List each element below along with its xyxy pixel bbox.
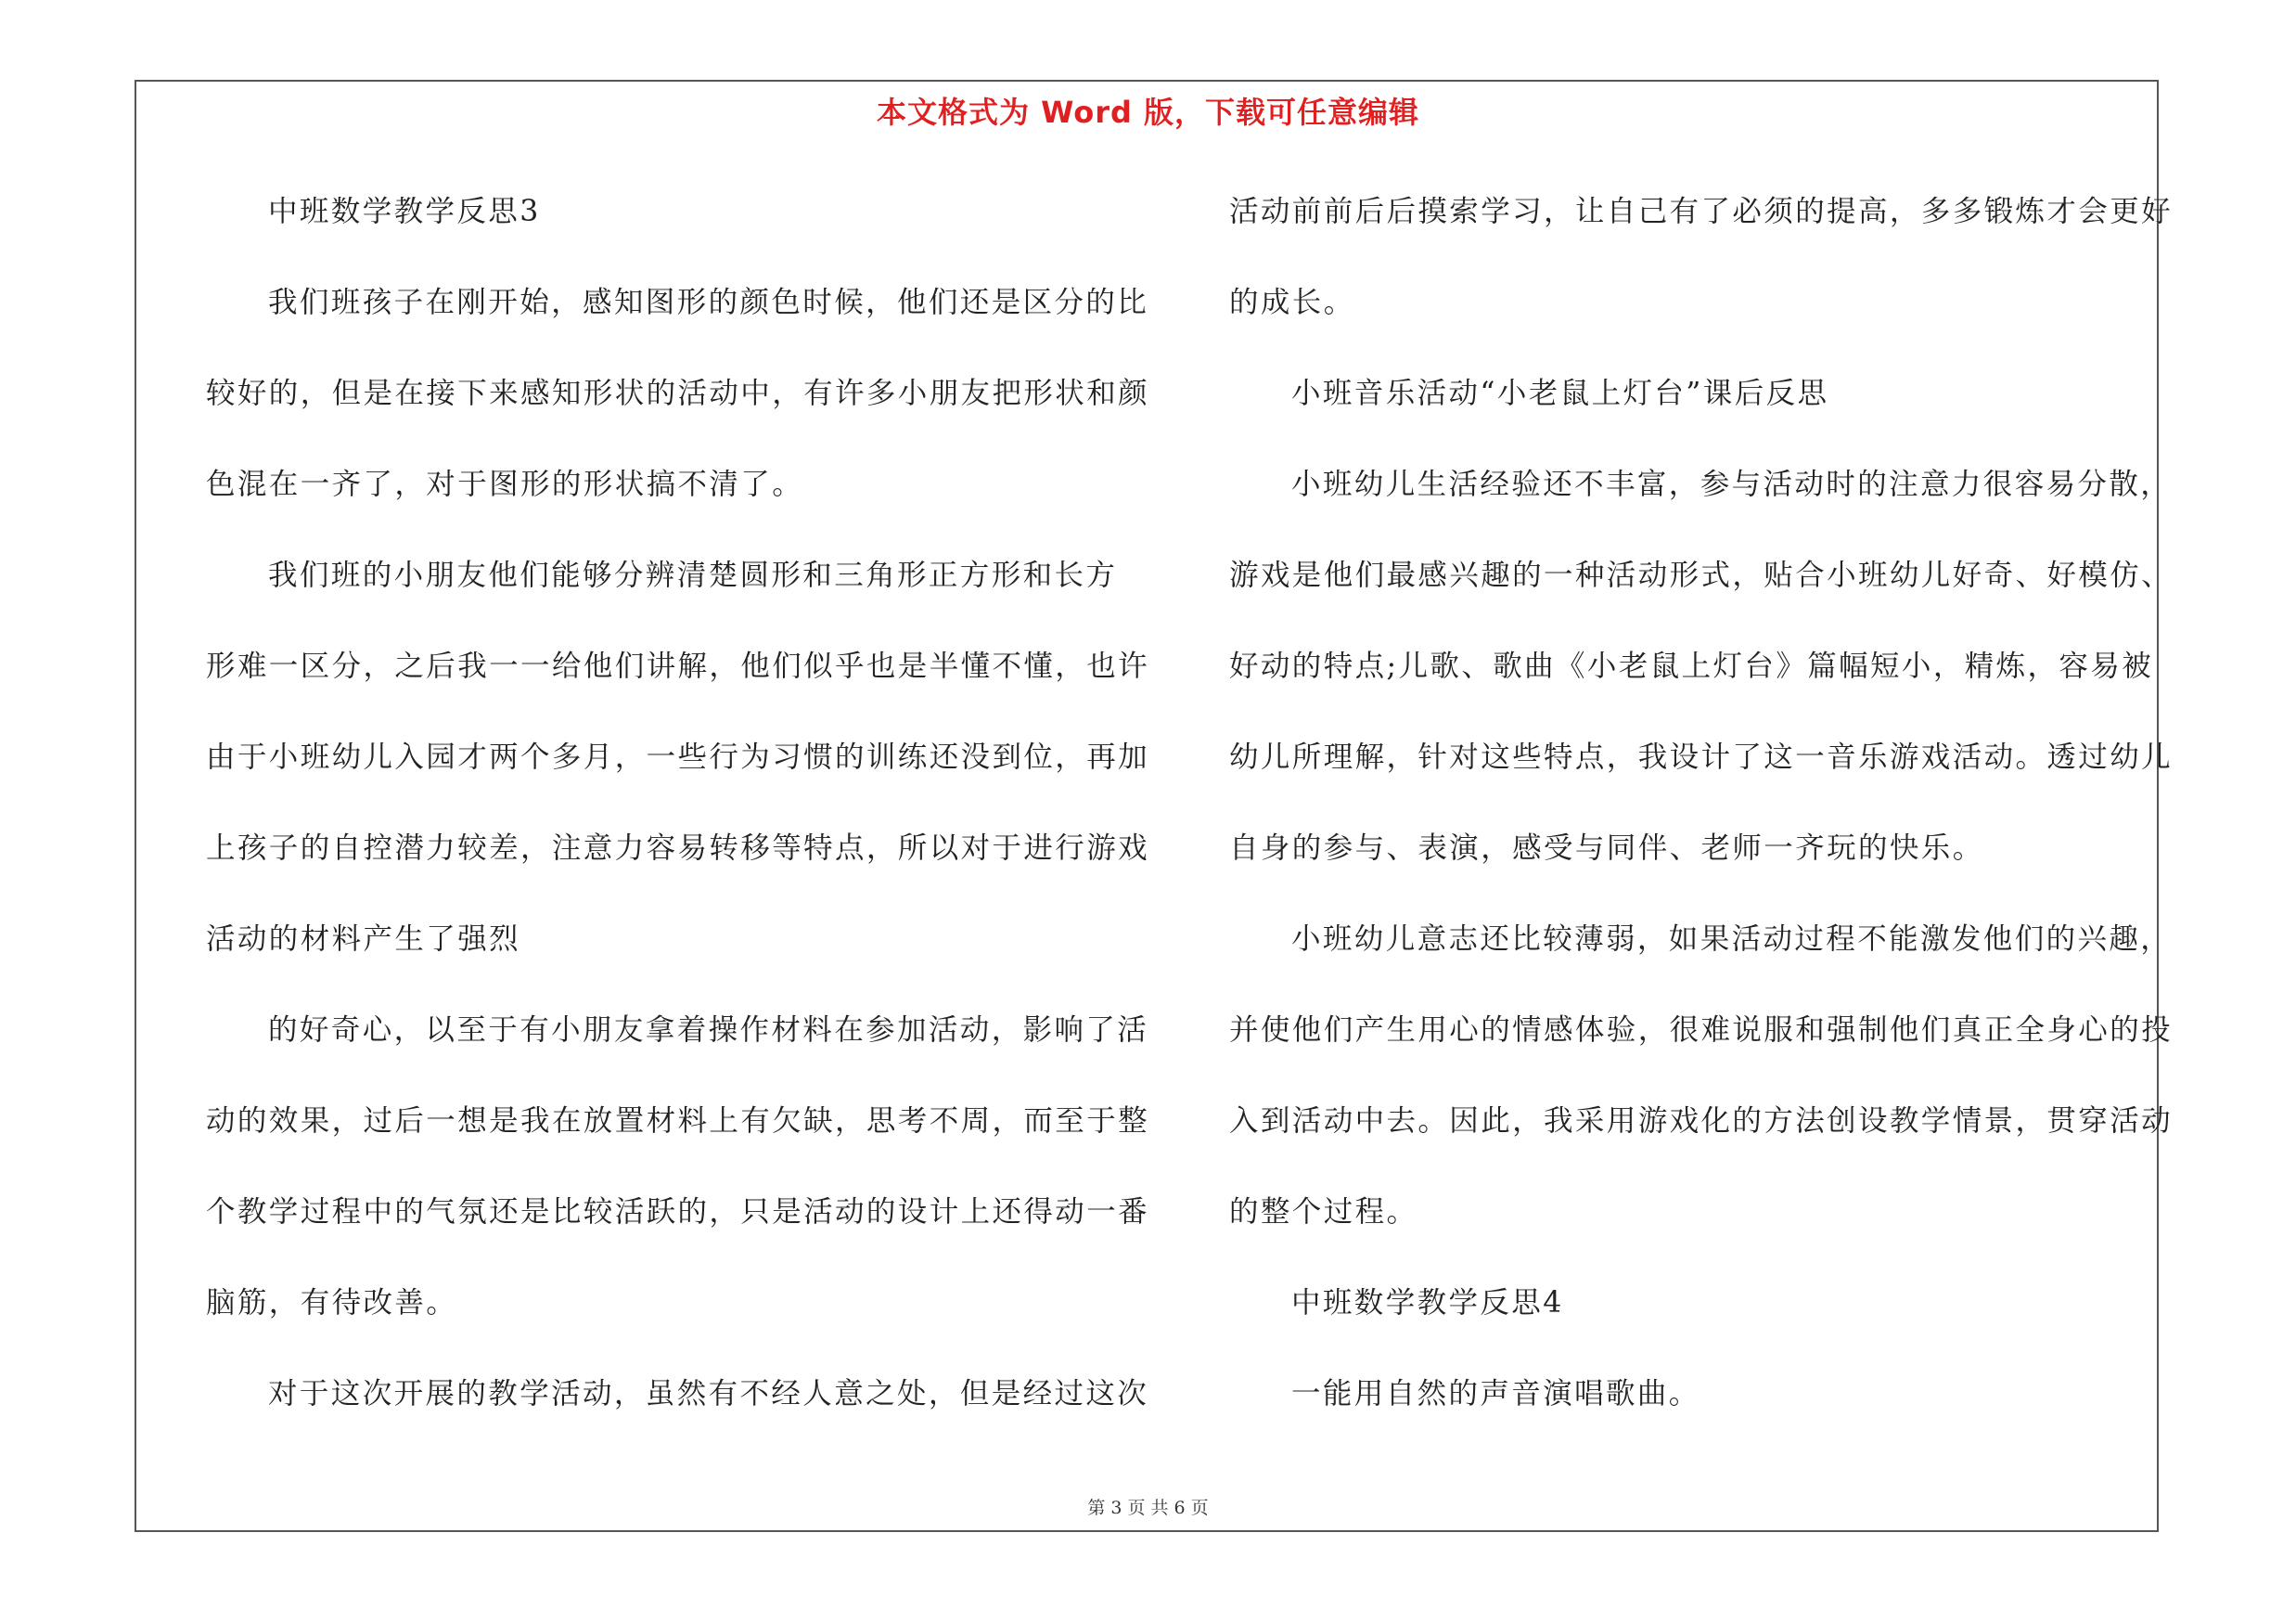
text-line: 活动的材料产生了强烈 (206, 922, 521, 956)
text-line: 形难一区分，之后我一一给他们讲解，他们似乎也是半懂不懂，也许 (206, 650, 1150, 683)
text-line: 小班幼儿生活经验还不丰富，参与活动时的注意力很容易分散， (1291, 468, 2173, 501)
text-line: 脑筋，有待改善。 (206, 1286, 458, 1320)
text-line: 由于小班幼儿入园才两个多月，一些行为习惯的训练还没到位，再加 (206, 741, 1150, 774)
text-line: 我们班的小朋友他们能够分辨清楚圆形和三角形正方形和长方 (268, 559, 1118, 592)
text-line: 的成长。 (1229, 286, 1355, 319)
text-line: 动的效果，过后一想是我在放置材料上有欠缺，思考不周，而至于整 (206, 1104, 1150, 1138)
text-line: 我们班孩子在刚开始，感知图形的颜色时候，他们还是区分的比 (268, 286, 1149, 319)
heading-reflection-4: 中班数学教学反思4 (1291, 1286, 1564, 1320)
text-line: 个教学过程中的气氛还是比较活跃的，只是活动的设计上还得动一番 (206, 1195, 1150, 1229)
text-line: 入到活动中去。因此，我采用游戏化的方法创设教学情景，贯穿活动 (1229, 1104, 2174, 1138)
heading-music-activity: 小班音乐活动“小老鼠上灯台”课后反思 (1291, 377, 1829, 410)
text-line: 并使他们产生用心的情感体验，很难说服和强制他们真正全身心的投 (1229, 1013, 2174, 1047)
text-line: 的好奇心，以至于有小朋友拿着操作材料在参加活动，影响了活 (268, 1013, 1149, 1047)
text-line: 游戏是他们最感兴趣的一种活动形式，贴合小班幼儿好奇、好模仿、 (1229, 559, 2174, 592)
text-line: 一能用自然的声音演唱歌曲。 (1291, 1377, 1700, 1410)
text-line: 的整个过程。 (1229, 1195, 1418, 1229)
text-line: 自身的参与、表演，感受与同伴、老师一齐玩的快乐。 (1229, 831, 1984, 865)
text-line: 对于这次开展的教学活动，虽然有不经人意之处，但是经过这次 (268, 1377, 1149, 1410)
format-banner: 本文格式为 Word 版，下载可任意编辑 (876, 95, 1420, 130)
text-line: 幼儿所理解，针对这些特点，我设计了这一音乐游戏活动。透过幼儿 (1229, 741, 2174, 774)
heading-reflection-3: 中班数学教学反思3 (268, 195, 541, 228)
text-line: 小班幼儿意志还比较薄弱，如果活动过程不能激发他们的兴趣， (1291, 922, 2173, 956)
text-line: 活动前前后后摸索学习，让自己有了必须的提高，多多锻炼才会更好 (1229, 195, 2174, 228)
text-line: 好动的特点;儿歌、歌曲《小老鼠上灯台》篇幅短小，精炼，容易被 (1229, 650, 2154, 683)
text-line: 色混在一齐了，对于图形的形状搞不清了。 (206, 468, 804, 501)
text-line: 较好的，但是在接下来感知形状的活动中，有许多小朋友把形状和颜 (206, 377, 1150, 410)
page-number: 第 3 页 共 6 页 (1087, 1498, 1209, 1518)
text-line: 上孩子的自控潜力较差，注意力容易转移等特点，所以对于进行游戏 (206, 831, 1150, 865)
